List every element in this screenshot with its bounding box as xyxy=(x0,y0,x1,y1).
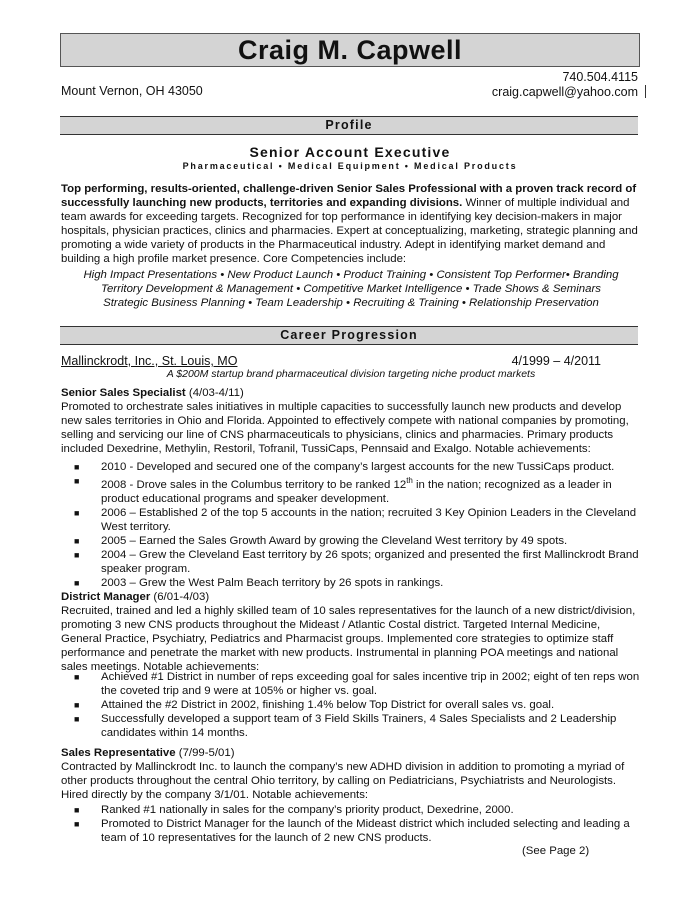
list-item: ■ Attained the #2 District in 2002, finishing 1.4% below Top District for overall sales vs. goal. xyxy=(74,699,555,711)
achievement-list xyxy=(61,803,641,845)
role-title: Sales Representative xyxy=(61,747,176,759)
profile-summary xyxy=(61,182,641,266)
role-sales-representative xyxy=(61,746,641,802)
list-item: ■ Ranked #1 nationally in sales for the company’s priority product, Dexedrine, 2000. xyxy=(74,804,514,816)
bullet-icon: ■ xyxy=(74,535,80,546)
bullet-icon: ■ xyxy=(74,549,80,560)
list-item: ■ Achieved #1 District in number of reps exceeding goal for sales incentive trip in 2002; eight of ten reps won the coveted trip and 9 were at 105% or higher vs. goal. xyxy=(74,671,640,697)
see-page-note: (See Page 2) xyxy=(522,845,590,857)
company-line xyxy=(61,354,641,368)
profile-section-header xyxy=(60,116,638,135)
text-cursor xyxy=(645,85,646,98)
list-item: ■ Promoted to District Manager for the launch of the Mideast district which included selecting and leading a team of 10 representatives for the launch of 2 new CNS products. xyxy=(74,818,630,844)
company-description: A $200M startup brand pharmaceutical division targeting niche product markets xyxy=(166,368,536,380)
summary-bold: Top performing, results-oriented, challenge-driven Senior Sales Professional with a proven track record of successfully launching new products, territories and expanding divisions. xyxy=(61,183,637,209)
bullet-icon: ■ xyxy=(74,672,80,682)
location: Mount Vernon, OH 43050 xyxy=(61,84,203,98)
core-competencies xyxy=(61,268,641,310)
summary-text: Winner of multiple individual and team awards for exceeding targets. Recognized for top performance in identifying key decision-makers in major hospitals, physician practices, clinics and pharmacies. Expert at conceptualizing, marketing, strategic planning and promoting a wide variety of products in the Pharmaceutical industry. Adept in identifying market demand and building a high profile market presence. Core Competencies include: xyxy=(61,197,638,265)
role-senior-sales-specialist xyxy=(61,386,641,456)
list-item: ■ 2003 – Grew the West Palm Beach territory by 26 spots in rankings. xyxy=(74,576,444,589)
bullet-icon: ■ xyxy=(74,507,80,518)
role-period: (7/99-5/01) xyxy=(175,747,235,759)
competency-line: High Impact Presentations • New Product Launch • Product Training • Consistent Top Performer• Branding xyxy=(83,269,619,281)
role-title: District Manager xyxy=(61,591,151,603)
phone: 740.504.4115 xyxy=(562,70,638,84)
bullet-icon: ■ xyxy=(74,805,80,815)
list-item: ■ 2006 – Established 2 of the top 5 accounts in the nation; recruited 3 Key Opinion Leaders in the Cleveland West territory. xyxy=(74,506,637,533)
profile-heading: Profile xyxy=(325,118,373,132)
role-description: Contracted by Mallinckrodt Inc. to launch the company’s new ADHD division in addition to promoting a myriad of other products throughout the central Ohio territory, by calling on Pediatricians, Psychiatrists and Neurologists. Hired directly by the company 3/1/01. Notable achievements: xyxy=(61,761,625,801)
bullet-icon: ■ xyxy=(74,700,80,710)
role-period: (4/03-4/11) xyxy=(185,387,244,399)
role-district-manager xyxy=(61,590,641,674)
role-description: Recruited, trained and led a highly skilled team of 10 sales representatives for the launch of a new district/division, promoting 3 new CNS products throughout the Mideast / Atlantic Costal district. Targeted Internal Medicine, General Practice, Psychiatry, Pediatrics and Pharmacist groups. Implemented core strategies to optimize staff performance and penetrate the market with new products. Instrumental in planning POA meetings and national sales meetings. Notable achievements: xyxy=(61,605,636,673)
list-item: ■ Successfully developed a support team of 3 Field Skills Trainers, 4 Sales Specialists and 2 Leadership candidates within 14 months. xyxy=(74,713,617,739)
career-heading: Career Progression xyxy=(280,328,418,342)
bullet-icon: ■ xyxy=(74,819,80,829)
role-description: Promoted to orchestrate sales initiatives in multiple capacities to successfully launch new products and develop new sales territories in Ohio and Florida. Appointed to effectively compete with national companies by promoting, selling and servicing our line of CNS pharmaceuticals to physicians, clinics and pharmacies. Primary products included Dexedrine, Methylin, Restoril, Tofranil, TussiCaps, Pennsaid and Exalgo. Notable achievements: xyxy=(61,401,629,455)
bullet-icon: ■ xyxy=(74,476,80,486)
list-item: ■ 2010 - Developed and secured one of the company’s largest accounts for the new TussiCaps product. xyxy=(74,461,615,473)
competency-line: Territory Development & Management • Competitive Market Intelligence • Trade Shows & Seminars xyxy=(101,283,601,295)
career-section-header xyxy=(60,326,638,345)
email: craig.capwell@yahoo.com xyxy=(491,85,638,99)
achievement-list xyxy=(61,670,641,740)
competency-line: Strategic Business Planning • Team Leadership • Recruiting & Training • Relationship Preservation xyxy=(103,297,599,309)
role-title: Senior Sales Specialist xyxy=(61,387,186,399)
job-subtitle: Pharmaceutical • Medical Equipment • Medical Products xyxy=(182,161,518,171)
list-item: ■ 2008 - Drove sales in the Columbus territory to be ranked 12th in the nation; recognized as a leader in product educational programs and speaker development. xyxy=(74,476,612,505)
list-item: ■ 2004 – Grew the Cleveland East territory by 26 spots; organized and presented the first Mallinckrodt Brand speaker program. xyxy=(74,548,639,575)
employment-dates: 4/1999 – 4/2011 xyxy=(511,354,601,368)
achievement-list xyxy=(61,460,641,590)
bullet-icon: ■ xyxy=(74,577,80,588)
role-period: (6/01-4/03) xyxy=(150,591,210,603)
bullet-icon: ■ xyxy=(74,714,80,724)
contact-info xyxy=(492,70,638,100)
list-item: ■ 2005 – Earned the Sales Growth Award by growing the Cleveland West territory by 49 spots. xyxy=(74,534,568,547)
company-name: Mallinckrodt, Inc., St. Louis, MO xyxy=(61,354,238,368)
bullet-icon: ■ xyxy=(74,462,80,472)
job-title: Senior Account Executive xyxy=(249,144,451,160)
candidate-name: Craig M. Capwell xyxy=(237,35,463,65)
name-banner xyxy=(60,33,640,67)
